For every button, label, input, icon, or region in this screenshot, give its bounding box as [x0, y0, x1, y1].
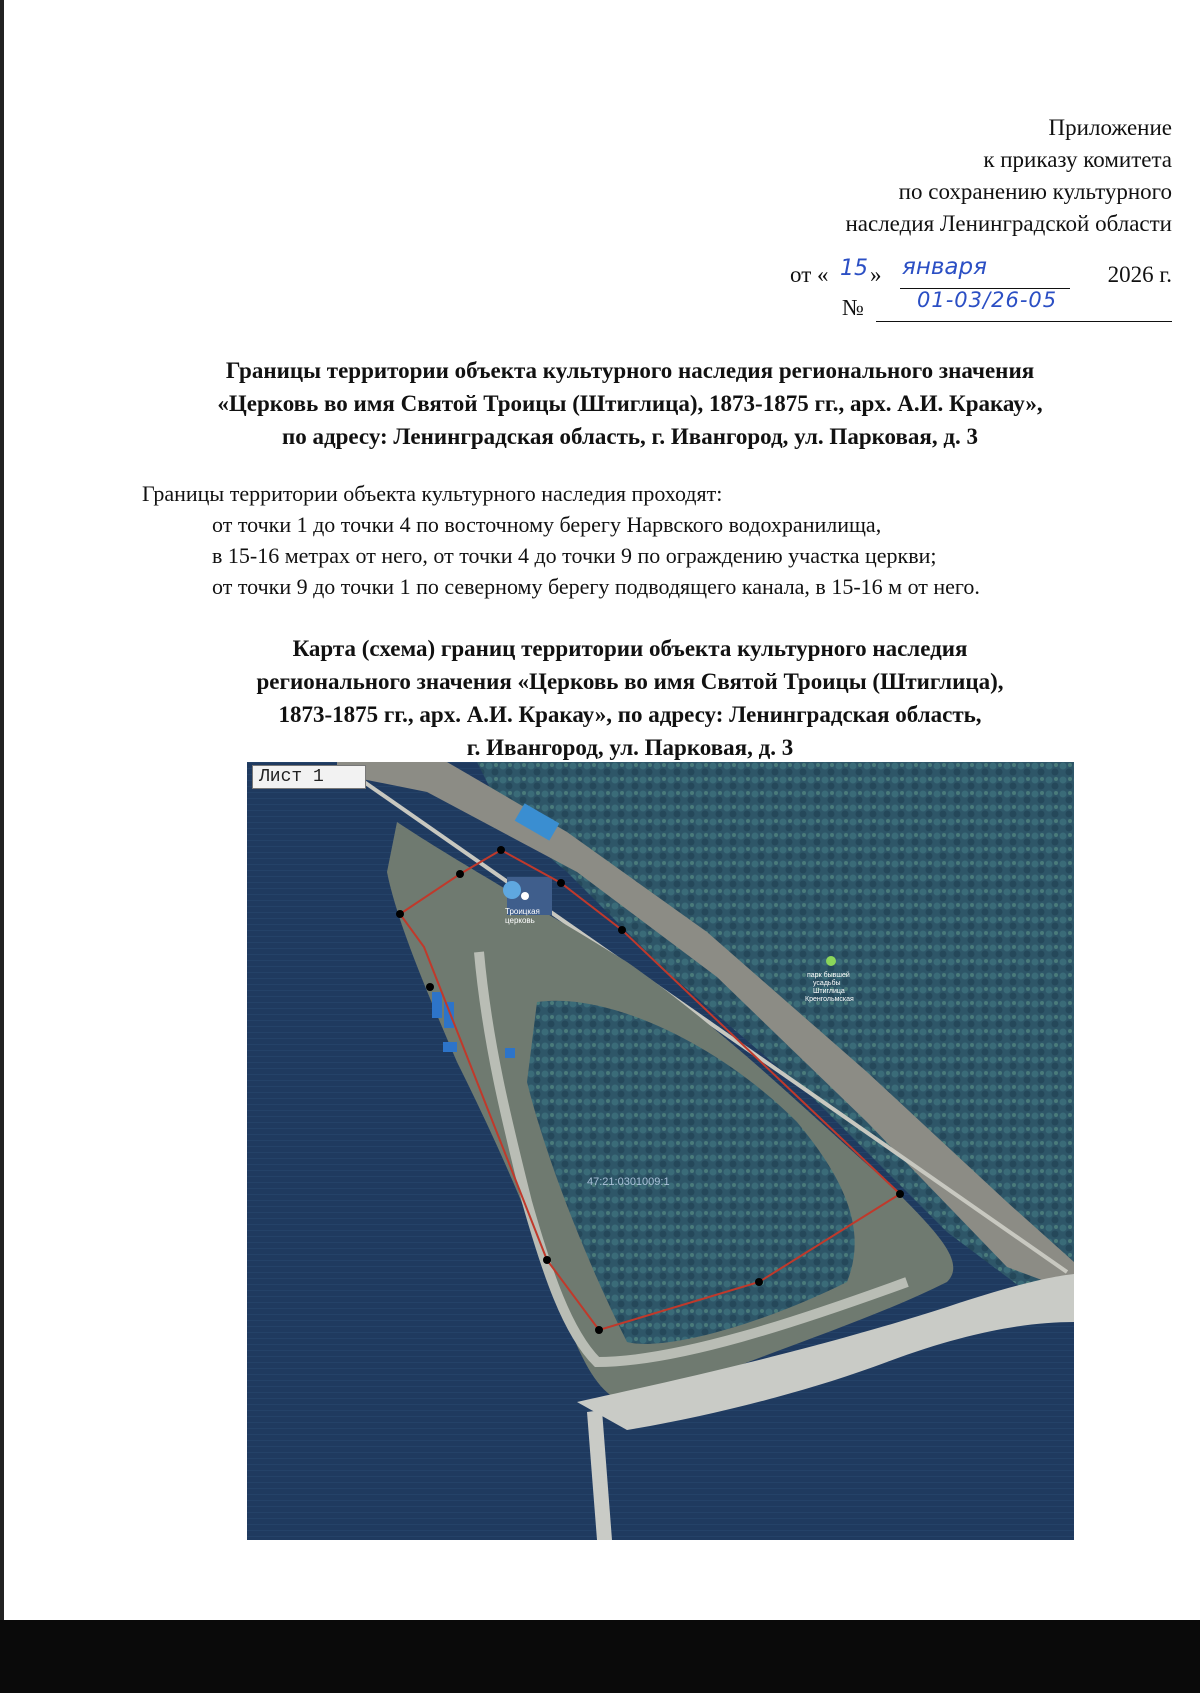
- cadastral-number-label: 47:21:0301009:1: [587, 1176, 670, 1188]
- church-map-label: церковь: [505, 916, 535, 925]
- map-title-line: регионального значения «Церковь во имя Святой Троицы (Штиглица),: [256, 669, 1004, 694]
- document-title: [110, 354, 1150, 453]
- map-title-line: г. Ивангород, ул. Парковая, д. 3: [466, 735, 794, 760]
- park-marker-icon: [826, 956, 836, 966]
- order-number-line: [842, 288, 1172, 325]
- order-number-label: №: [842, 295, 864, 320]
- satellite-map: [247, 762, 1074, 1540]
- appendix-header: [845, 112, 1172, 240]
- boundary-point: [618, 926, 626, 934]
- map-title: [150, 632, 1110, 764]
- order-quote-close: »: [870, 262, 882, 287]
- church-marker-icon: [521, 892, 529, 900]
- order-day: 15: [840, 256, 868, 281]
- title-line: «Церковь во имя Святой Троицы (Штиглица), 1873-1875 гг., арх. А.И. Кракау»,: [217, 391, 1043, 416]
- boundary-point: [426, 983, 434, 991]
- appendix-line: по сохранению культурного: [898, 179, 1172, 204]
- boundary-point: [396, 910, 404, 918]
- boundary-point: [595, 1326, 603, 1334]
- order-number: 01-03/26-05: [917, 288, 1058, 312]
- church-map-label: Троицкая: [505, 907, 540, 916]
- map-svg: [247, 762, 1074, 1540]
- park-map-label: усадьбы: [813, 980, 841, 987]
- title-line: Границы территории объекта культурного наследия регионального значения: [225, 358, 1035, 383]
- scan-edge: [0, 0, 4, 1693]
- boundary-point: [557, 879, 565, 887]
- order-from-label: от «: [790, 262, 829, 287]
- order-number-underline: [876, 321, 1172, 322]
- boundary-point: [497, 846, 505, 854]
- description-lead: Границы территории объекта культурного наследия проходят:: [142, 481, 723, 506]
- building-small: [505, 1048, 515, 1058]
- sheet-label: Лист 1: [252, 765, 366, 789]
- appendix-line: наследия Ленинградской области: [845, 211, 1172, 236]
- building-small: [444, 1002, 454, 1028]
- map-title-line: 1873-1875 гг., арх. А.И. Кракау», по адресу: Ленинградская область,: [278, 702, 982, 727]
- park-map-label: Штиглица: [813, 988, 845, 995]
- boundary-description: [142, 478, 1172, 602]
- description-line: в 15-16 метрах от него, от точки 4 до точки 9 по ограждению участка церкви;: [212, 543, 937, 568]
- appendix-line: Приложение: [1048, 115, 1172, 140]
- boundary-point: [456, 870, 464, 878]
- scan-bottom-band: [0, 1620, 1200, 1693]
- building-small: [443, 1042, 457, 1052]
- church-dome: [503, 881, 521, 899]
- order-month: января: [902, 254, 987, 280]
- title-line: по адресу: Ленинградская область, г. Ивангород, ул. Парковая, д. 3: [282, 424, 978, 449]
- order-year: 2026 г.: [1107, 262, 1172, 287]
- park-map-label: Кренгольмская: [805, 996, 854, 1003]
- boundary-point: [543, 1256, 551, 1264]
- building-small: [432, 992, 442, 1018]
- map-title-line: Карта (схема) границ территории объекта культурного наследия: [292, 636, 968, 661]
- park-map-label: парк бывшей: [807, 972, 850, 979]
- boundary-point: [896, 1190, 904, 1198]
- boundary-point: [755, 1278, 763, 1286]
- description-line: от точки 1 до точки 4 по восточному берегу Нарвского водохранилища,: [212, 512, 882, 537]
- appendix-line: к приказу комитета: [983, 147, 1172, 172]
- description-line: от точки 9 до точки 1 по северному берегу подводящего канала, в 15-16 м от него.: [212, 574, 980, 599]
